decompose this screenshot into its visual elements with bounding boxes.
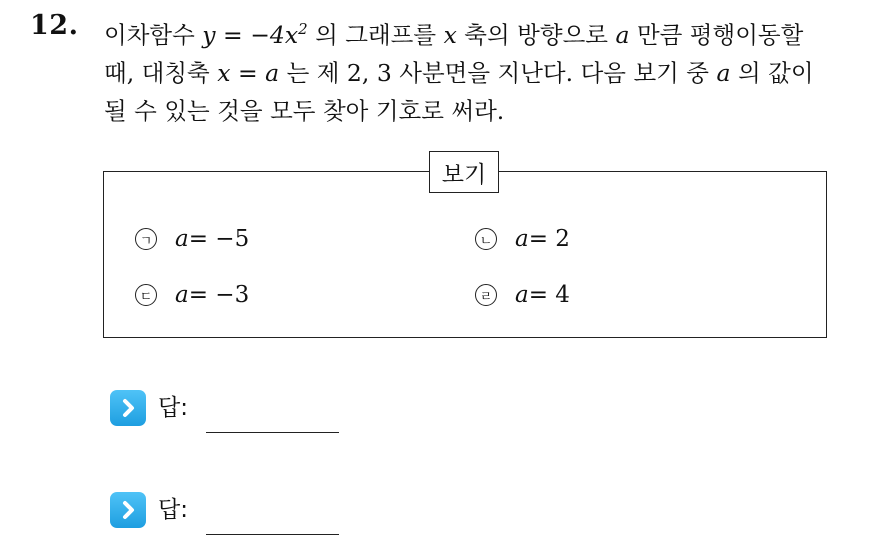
choice-digeut: ㄷ a = −3 (135, 282, 249, 308)
quadratic-function: $y = -4x^2$ (202, 20, 308, 49)
stem-line-3: 될 수 있는 것을 모두 찾아 기호로 써라. (104, 96, 505, 125)
choice-giyeok: ㄱ a = −5 (135, 226, 249, 252)
axis-equation: x = a (217, 58, 280, 87)
question-number: 12. (30, 10, 79, 41)
circled-rieul-icon: ㄹ (475, 284, 497, 306)
bogi-box (103, 171, 827, 338)
bogi-title: 보기 (429, 151, 499, 193)
question-stem (104, 10, 874, 130)
circled-giyeok-icon: ㄱ (135, 228, 157, 250)
answer-label: 답: (158, 497, 188, 523)
choice-nieun: ㄴ a = 2 (475, 226, 570, 252)
stem-line-1: 이차함수 $y = -4x^2$ 의 그래프를 x 축의 방향으로 a 만큼 평행이동할 (104, 20, 804, 49)
chevron-right-icon (110, 390, 146, 426)
answer-row-2 (110, 492, 339, 535)
circled-digeut-icon: ㄷ (135, 284, 157, 306)
chevron-right-icon (110, 492, 146, 528)
answer-blank[interactable] (206, 432, 339, 433)
answer-label: 답: (158, 395, 188, 421)
stem-line-2: 때, 대칭축 x = a 는 제 2, 3 사분면을 지난다. 다음 보기 중 a 의 값이 (104, 58, 814, 87)
answer-row-1 (110, 390, 339, 433)
circled-nieun-icon: ㄴ (475, 228, 497, 250)
choice-rieul: ㄹ a = 4 (475, 282, 570, 308)
